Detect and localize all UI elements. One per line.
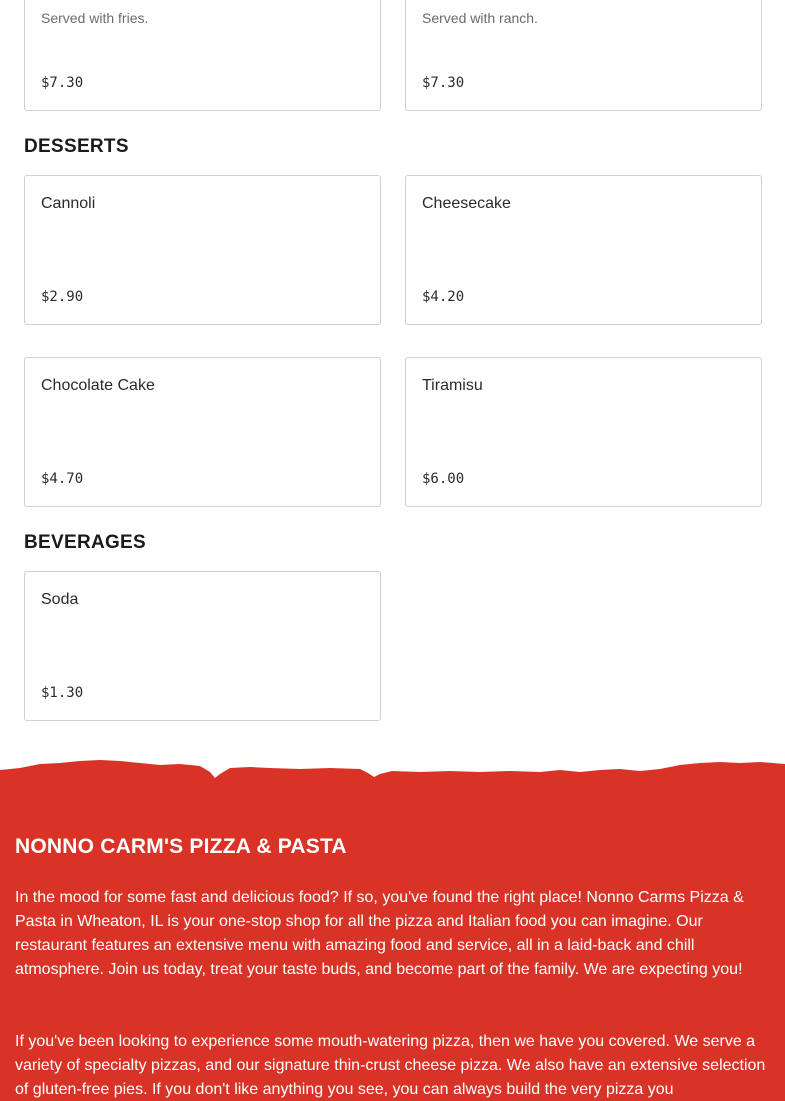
menu-item-card[interactable] <box>24 175 381 325</box>
footer-paragraph: In the mood for some fast and delicious food? If so, you've found the right place! Nonno Carms Pizza & Pasta in Wheaton, IL is your one-stop shop for all the pizza and Italian food you can imagine. Our restaurant features an extensive menu with amazing food and service, all in a laid-back and chill atmosphere. Join us today, treat your taste buds, and become part of the family. We are expecting you! <box>15 889 744 978</box>
menu-item-card[interactable] <box>24 571 381 721</box>
menu-item-name: Chocolate Cake <box>41 377 155 394</box>
menu-item-price: $7.30 <box>41 75 84 91</box>
menu-item-name: Soda <box>41 591 79 608</box>
section-heading-desserts: DESSERTS <box>24 136 129 157</box>
menu-item-name: Tiramisu <box>422 377 483 394</box>
footer-title: NONNO CARM'S PIZZA & PASTA <box>15 835 347 858</box>
menu-item-card[interactable] <box>405 0 762 111</box>
menu-item-card[interactable] <box>24 0 381 111</box>
footer <box>0 760 785 1101</box>
menu-item-description: Served with fries. <box>41 10 149 26</box>
menu-item-card[interactable] <box>24 357 381 507</box>
menu-item-price: $4.70 <box>41 471 84 487</box>
menu-item-name: Cheesecake <box>422 195 511 212</box>
menu-item-card[interactable] <box>405 357 762 507</box>
menu-item-price: $4.20 <box>422 289 465 305</box>
menu-item-price: $2.90 <box>41 289 84 305</box>
menu-item-price: $1.30 <box>41 685 84 701</box>
menu-item-price: $6.00 <box>422 471 465 487</box>
footer-paragraph: If you've been looking to experience some mouth-watering pizza, then we have you covered. We serve a variety of specialty pizzas, and our signature thin-crust cheese pizza. We also have an extensive selection of gluten-free pies. If you don't like anything you see, you can always build the very pizza you <box>15 1033 766 1098</box>
section-heading-beverages: BEVERAGES <box>24 532 147 553</box>
menu-item-price: $7.30 <box>422 75 465 91</box>
menu-item-description: Served with ranch. <box>422 10 538 26</box>
menu-item-name: Cannoli <box>41 195 96 212</box>
menu-item-card[interactable] <box>405 175 762 325</box>
